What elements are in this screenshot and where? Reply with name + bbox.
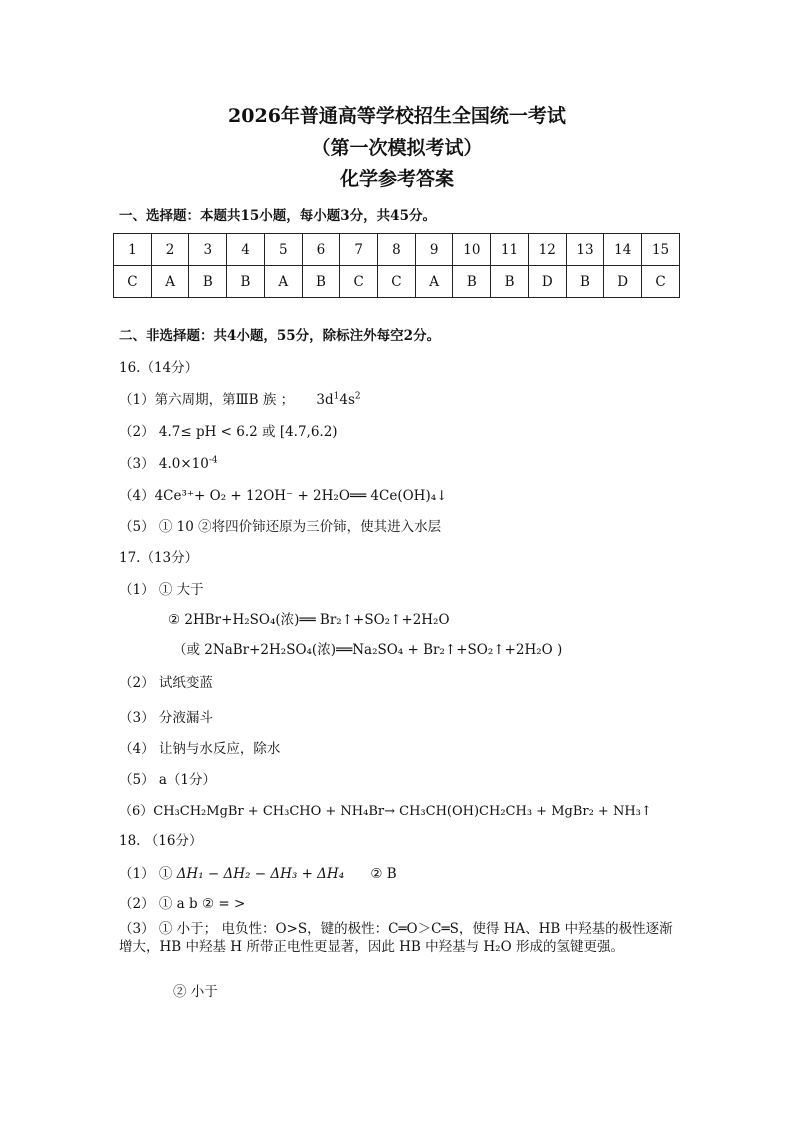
question-number-cell: 11 — [491, 234, 529, 266]
question-number-cell: 10 — [453, 234, 491, 266]
answer-cell: C — [114, 266, 152, 298]
answer-table — [113, 233, 680, 298]
answer-cell: A — [264, 266, 302, 298]
q17-answer-4: （4） 让钠与水反应，除水 — [119, 741, 281, 757]
section2-heading: 二、非选择题：共4小题，55分，除标注外每空2分。 — [119, 328, 441, 344]
question-number-cell: 4 — [227, 234, 265, 266]
answer-cell: B — [453, 266, 491, 298]
q16-answer-4: （4）4Ce³⁺+ O₂ + 12OH⁻ + 2H₂O══ 4Ce(OH)₄↓ — [119, 488, 448, 504]
q16-answer-3 — [119, 455, 218, 473]
q18-answer-3: （3） ① 小于； 电负性：O>S，键的极性：C═O＞C═S，使得 HA、HB 中羟基的极性逐渐增大，HB 中羟基 H 所带正电性更显著，因此 HB 中羟基与 H₂O 形成的氢键更强。 — [119, 921, 673, 955]
q17-answer-6: （6）CH₃CH₂MgBr + CH₃CHO + NH₄Br→ CH₃CH(OH)CH₂CH₃ + MgBr₂ + NH₃↑ — [119, 804, 652, 819]
q16-header: 16.（14分） — [119, 360, 199, 376]
answer-cell: D — [604, 266, 642, 298]
question-number-cell: 13 — [566, 234, 604, 266]
config-4s-exp: 2 — [354, 391, 361, 402]
q16-answer-2: （2） 4.7≤ pH < 6.2 或 [4.7,6.2) — [119, 424, 338, 440]
q16-answer-1 — [119, 391, 361, 409]
answer-cell: A — [151, 266, 189, 298]
config-3d-exp: 1 — [333, 391, 340, 402]
electron-config — [316, 392, 360, 408]
question-number-row — [114, 234, 680, 266]
question-number-cell: 12 — [528, 234, 566, 266]
q16-answer-1-text: （1）第六周期，第ⅢB 族 ； — [119, 392, 295, 408]
q18-answer-1 — [119, 865, 397, 883]
q17-answer-1-1: （1） ① 大于 — [119, 582, 204, 598]
subject-title: 化学参考答案 — [339, 168, 454, 190]
q17-answer-5: （5） a（1分） — [119, 772, 217, 788]
answer-cell: B — [227, 266, 265, 298]
answer-cell: B — [491, 266, 529, 298]
answer-cell: A — [415, 266, 453, 298]
q18-answer-3-2: ② 小于 — [173, 984, 218, 1000]
exam-title: 2026年普通高等学校招生全国统一考试 — [228, 105, 566, 127]
answer-cell: C — [642, 266, 680, 298]
q16-answer-5: （5） ① 10 ②将四价铈还原为三价铈，使其进入水层 — [119, 519, 442, 535]
q16-answer-3-exp: -4 — [208, 455, 218, 466]
exam-subtitle: （第一次模拟考试） — [311, 137, 483, 159]
question-number-cell: 9 — [415, 234, 453, 266]
answer-cell: C — [340, 266, 378, 298]
question-number-cell: 2 — [151, 234, 189, 266]
question-number-cell: 7 — [340, 234, 378, 266]
question-number-cell: 6 — [302, 234, 340, 266]
question-number-cell: 14 — [604, 234, 642, 266]
q16-answer-3-text: （3） 4.0×10 — [119, 456, 209, 472]
q17-header: 17.（13分） — [119, 550, 199, 566]
answer-cell: B — [189, 266, 227, 298]
config-3d: 3d — [316, 392, 334, 408]
q18-header: 18. （16分） — [119, 833, 203, 849]
answer-cell: D — [528, 266, 566, 298]
q17-answer-1-3: （或 2NaBr+2H₂SO₄(浓)══Na₂SO₄ + Br₂↑+SO₂↑+2H₂O ) — [173, 642, 563, 658]
section1-heading: 一、选择题：本题共15小题，每小题3分，共45分。 — [119, 208, 436, 224]
question-number-cell: 15 — [642, 234, 680, 266]
q17-answer-2: （2） 试纸变蓝 — [119, 675, 213, 691]
answer-cell: B — [566, 266, 604, 298]
question-number-cell: 8 — [378, 234, 416, 266]
question-number-cell: 5 — [264, 234, 302, 266]
q17-answer-1-2: ② 2HBr+H₂SO₄(浓)══ Br₂↑+SO₂↑+2H₂O — [168, 612, 450, 628]
q18-answer-2: （2） ① a b ② = > — [119, 896, 246, 912]
question-number-cell: 3 — [189, 234, 227, 266]
question-number-cell: 1 — [114, 234, 152, 266]
answer-cell: B — [302, 266, 340, 298]
q17-answer-3: （3） 分液漏斗 — [119, 710, 213, 726]
answer-row — [114, 266, 680, 298]
q18-answer-1-prefix: （1） ① — [119, 866, 173, 882]
config-4s: 4s — [339, 392, 355, 408]
answer-cell: C — [378, 266, 416, 298]
q18-answer-1-suffix: ② B — [370, 866, 397, 882]
enthalpy-expression: ΔH₁ − ΔH₂ − ΔH₃ + ΔH₄ — [176, 866, 345, 882]
